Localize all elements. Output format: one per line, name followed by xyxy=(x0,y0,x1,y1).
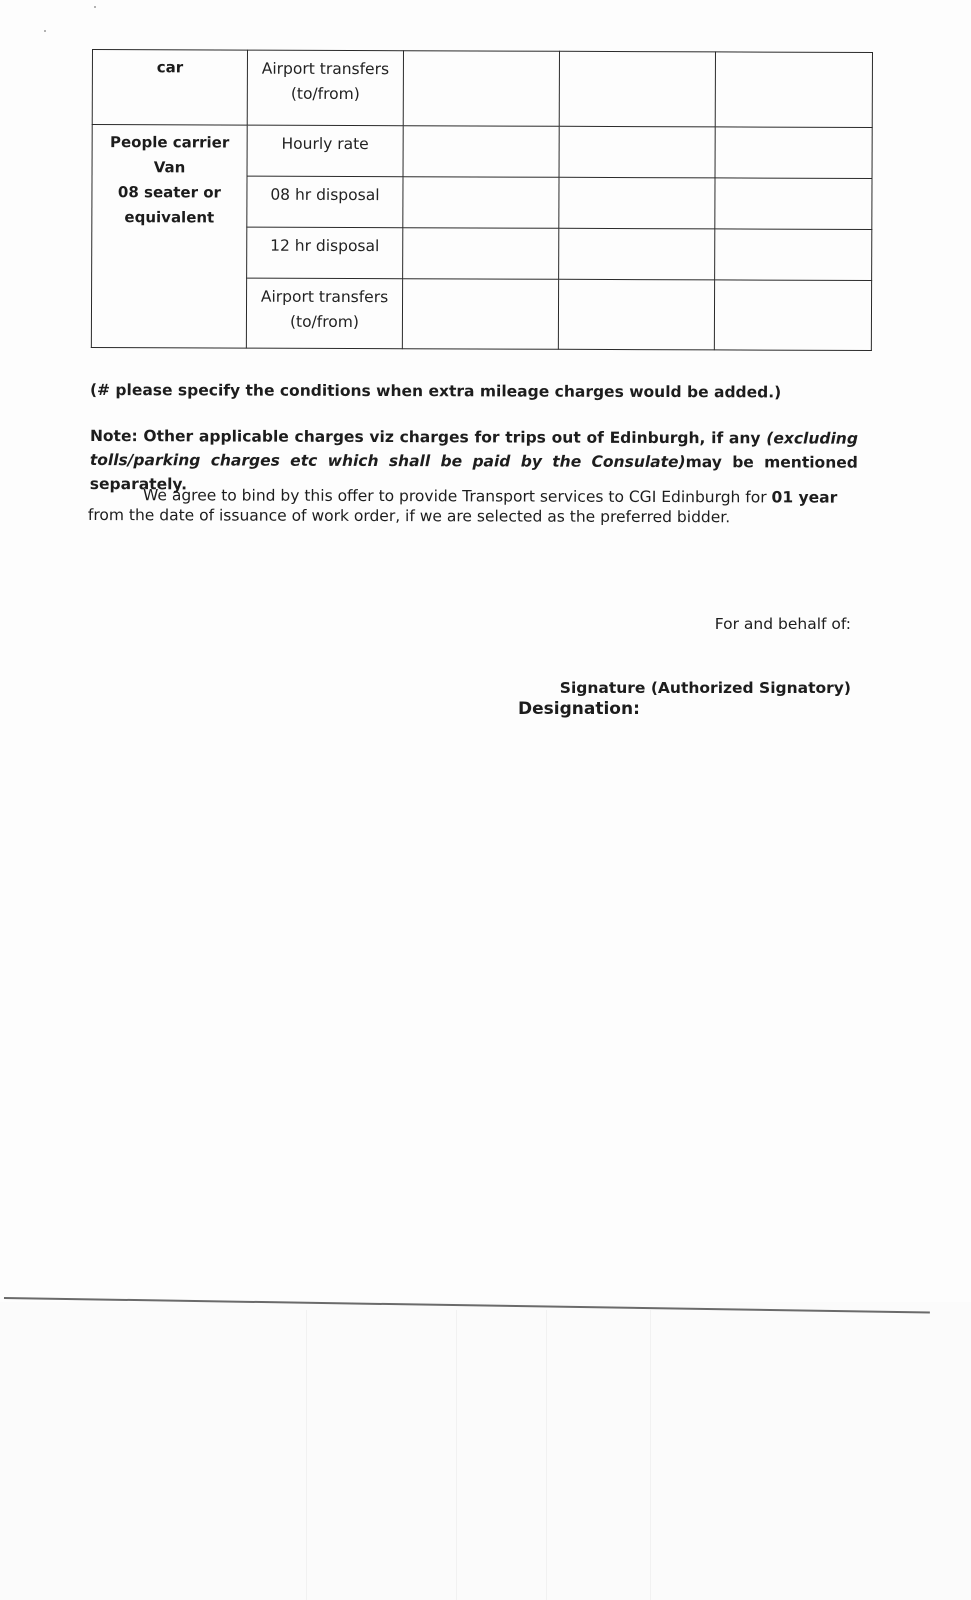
behalf-label: For and behalf of: xyxy=(714,615,851,633)
scan-artifact xyxy=(306,1310,307,1600)
service-cell xyxy=(247,227,403,279)
vehicle-name-line: 08 seater or xyxy=(117,183,221,202)
agreement-paragraph xyxy=(88,485,858,528)
rate-cell[interactable] xyxy=(403,51,559,127)
scan-artifact xyxy=(650,1310,651,1600)
rate-cell[interactable] xyxy=(715,178,872,230)
vehicle-name-line: People carrier Van xyxy=(109,133,230,177)
mileage-note: (# please specify the conditions when extra mileage charges would be added.) xyxy=(89,381,782,402)
service-label-line: Airport transfers xyxy=(260,287,389,307)
service-cell xyxy=(247,125,403,177)
service-label-line: Hourly rate xyxy=(281,134,369,154)
agreement-text: We agree to bind by this offer to provide Transport services to CGI Edinburgh for xyxy=(142,486,772,507)
service-cell xyxy=(246,278,402,349)
agreement-duration: 01 year xyxy=(771,488,838,507)
service-cell xyxy=(247,176,403,228)
rate-table xyxy=(91,49,873,351)
service-label-line: (to/from) xyxy=(290,84,360,104)
scan-artifact xyxy=(456,1310,457,1600)
note-text: Other applicable charges viz charges for trips out of Edinburgh, if any xyxy=(137,427,767,448)
rate-cell[interactable] xyxy=(559,126,715,178)
note-tail: may be mentioned separately. xyxy=(89,453,858,494)
scan-speck xyxy=(44,30,46,32)
table-row xyxy=(92,125,872,179)
service-label-line: (to/from) xyxy=(289,312,359,332)
rate-cell[interactable] xyxy=(715,52,872,128)
scan-artifact xyxy=(546,1310,547,1600)
vehicle-name-line: equivalent xyxy=(124,208,215,227)
rate-cell[interactable] xyxy=(559,177,715,229)
agreement-text-end: from the date of issuance of work order, if we are selected as the preferred bidder. xyxy=(87,505,731,527)
vehicle-cell xyxy=(91,125,247,349)
rate-cell[interactable] xyxy=(558,279,714,350)
rate-cell[interactable] xyxy=(559,228,715,280)
table-row xyxy=(92,50,872,128)
note-italic: (excluding tolls/parking charges etc which shall be paid by the Consulate) xyxy=(89,429,858,472)
rate-cell[interactable] xyxy=(714,280,871,351)
rate-cell[interactable] xyxy=(559,51,715,127)
rate-cell[interactable] xyxy=(403,177,559,229)
service-cell xyxy=(247,50,403,126)
signature-label: Signature (Authorized Signatory) xyxy=(559,679,851,697)
note-label: Note: xyxy=(89,426,138,446)
service-label-line: Airport transfers xyxy=(261,59,390,79)
designation-label: Designation: xyxy=(518,699,640,719)
rate-cell[interactable] xyxy=(403,228,559,280)
vehicle-name: car xyxy=(156,58,184,77)
vehicle-cell xyxy=(92,50,247,126)
rate-cell[interactable] xyxy=(715,127,872,179)
rate-cell[interactable] xyxy=(403,126,559,178)
scan-speck xyxy=(94,6,96,8)
service-label-line: 12 hr disposal xyxy=(270,236,380,256)
rate-cell[interactable] xyxy=(715,229,872,281)
rate-cell[interactable] xyxy=(402,279,558,350)
service-label-line: 08 hr disposal xyxy=(270,185,380,205)
scan-background xyxy=(0,1302,971,1600)
